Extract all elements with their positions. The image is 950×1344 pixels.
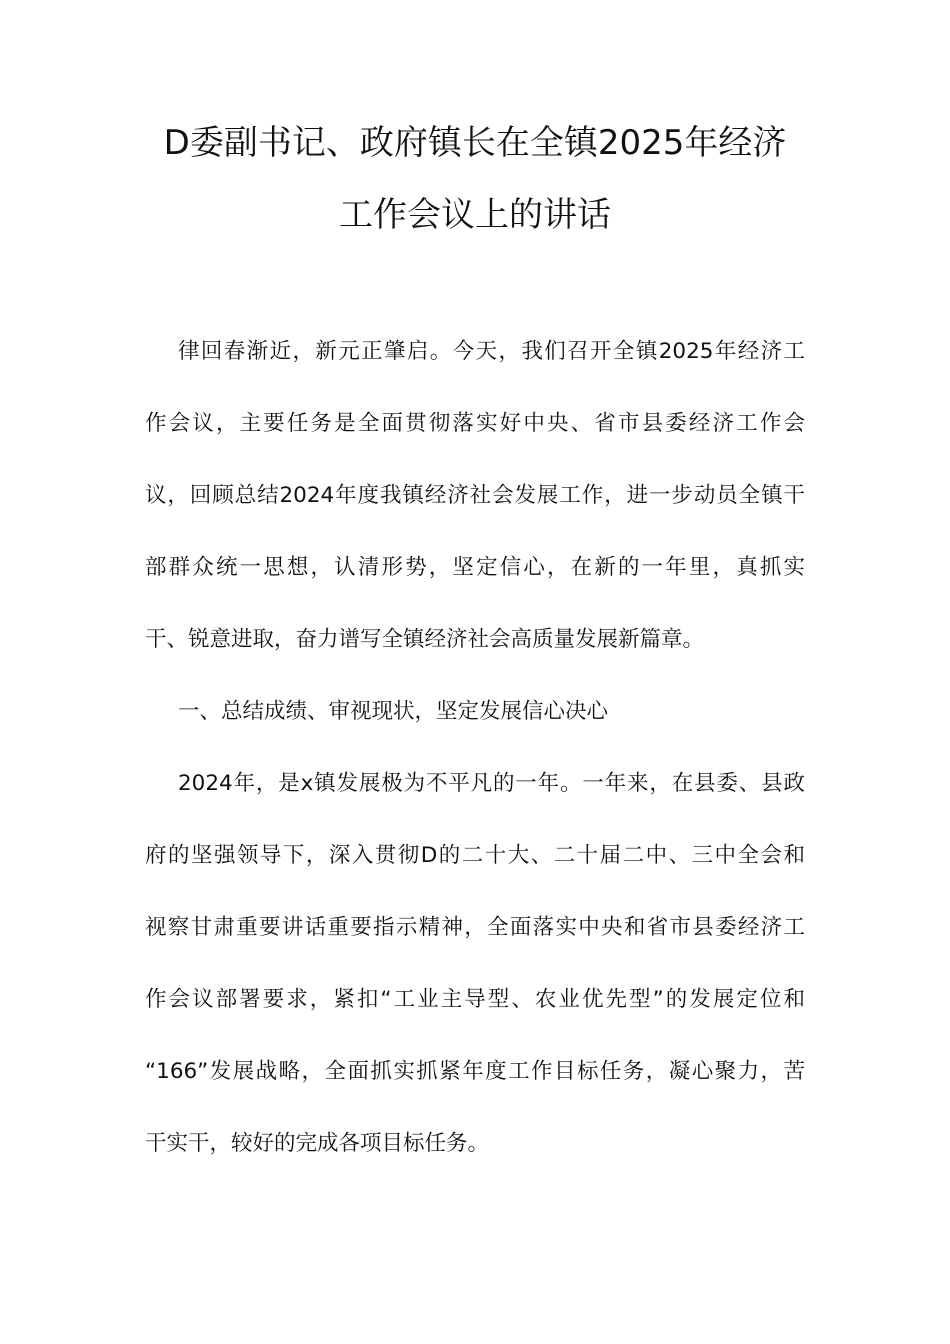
text-line: 律回春渐近，新元正肇启。今天，我们召开全镇2025年经济工 [178,339,805,364]
document-body [145,316,805,1180]
document-title [0,107,950,251]
text-line: 干、锐意进取，奋力谱写全镇经济社会高质量发展新篇章。 [145,627,705,652]
text-line: 作会议部署要求，紧扣“工业主导型、农业优先型”的发展定位和 [145,987,805,1012]
text-line: 府的坚强领导下，深入贯彻D的二十大、二十届二中、三中全会和 [145,843,805,868]
text-line: 2024年，是x镇发展极为不平凡的一年。一年来，在县委、县政 [178,771,805,796]
text-line: 议，回顾总结2024年度我镇经济社会发展工作，进一步动员全镇干 [145,483,805,508]
text-line: 视察甘肃重要讲话重要指示精神，全面落实中央和省市县委经济工 [145,915,805,940]
paragraph-2024-review [145,748,805,1180]
title-line: D委副书记、政府镇长在全镇2025年经济 [163,123,787,163]
text-line: 干实干，较好的完成各项目标任务。 [145,1131,490,1156]
paragraph-intro [145,316,805,676]
text-line: “166”发展战略，全面抓实抓紧年度工作目标任务，凝心聚力，苦 [145,1059,805,1084]
heading-line: 一、总结成绩、审视现状，坚定发展信心决心 [178,699,609,724]
text-line: 部群众统一思想，认清形势，坚定信心，在新的一年里，真抓实 [145,555,805,580]
text-line: 作会议，主要任务是全面贯彻落实好中央、省市县委经济工作会 [145,411,805,436]
title-line: 工作会议上的讲话 [339,195,611,235]
section-heading [145,676,805,748]
